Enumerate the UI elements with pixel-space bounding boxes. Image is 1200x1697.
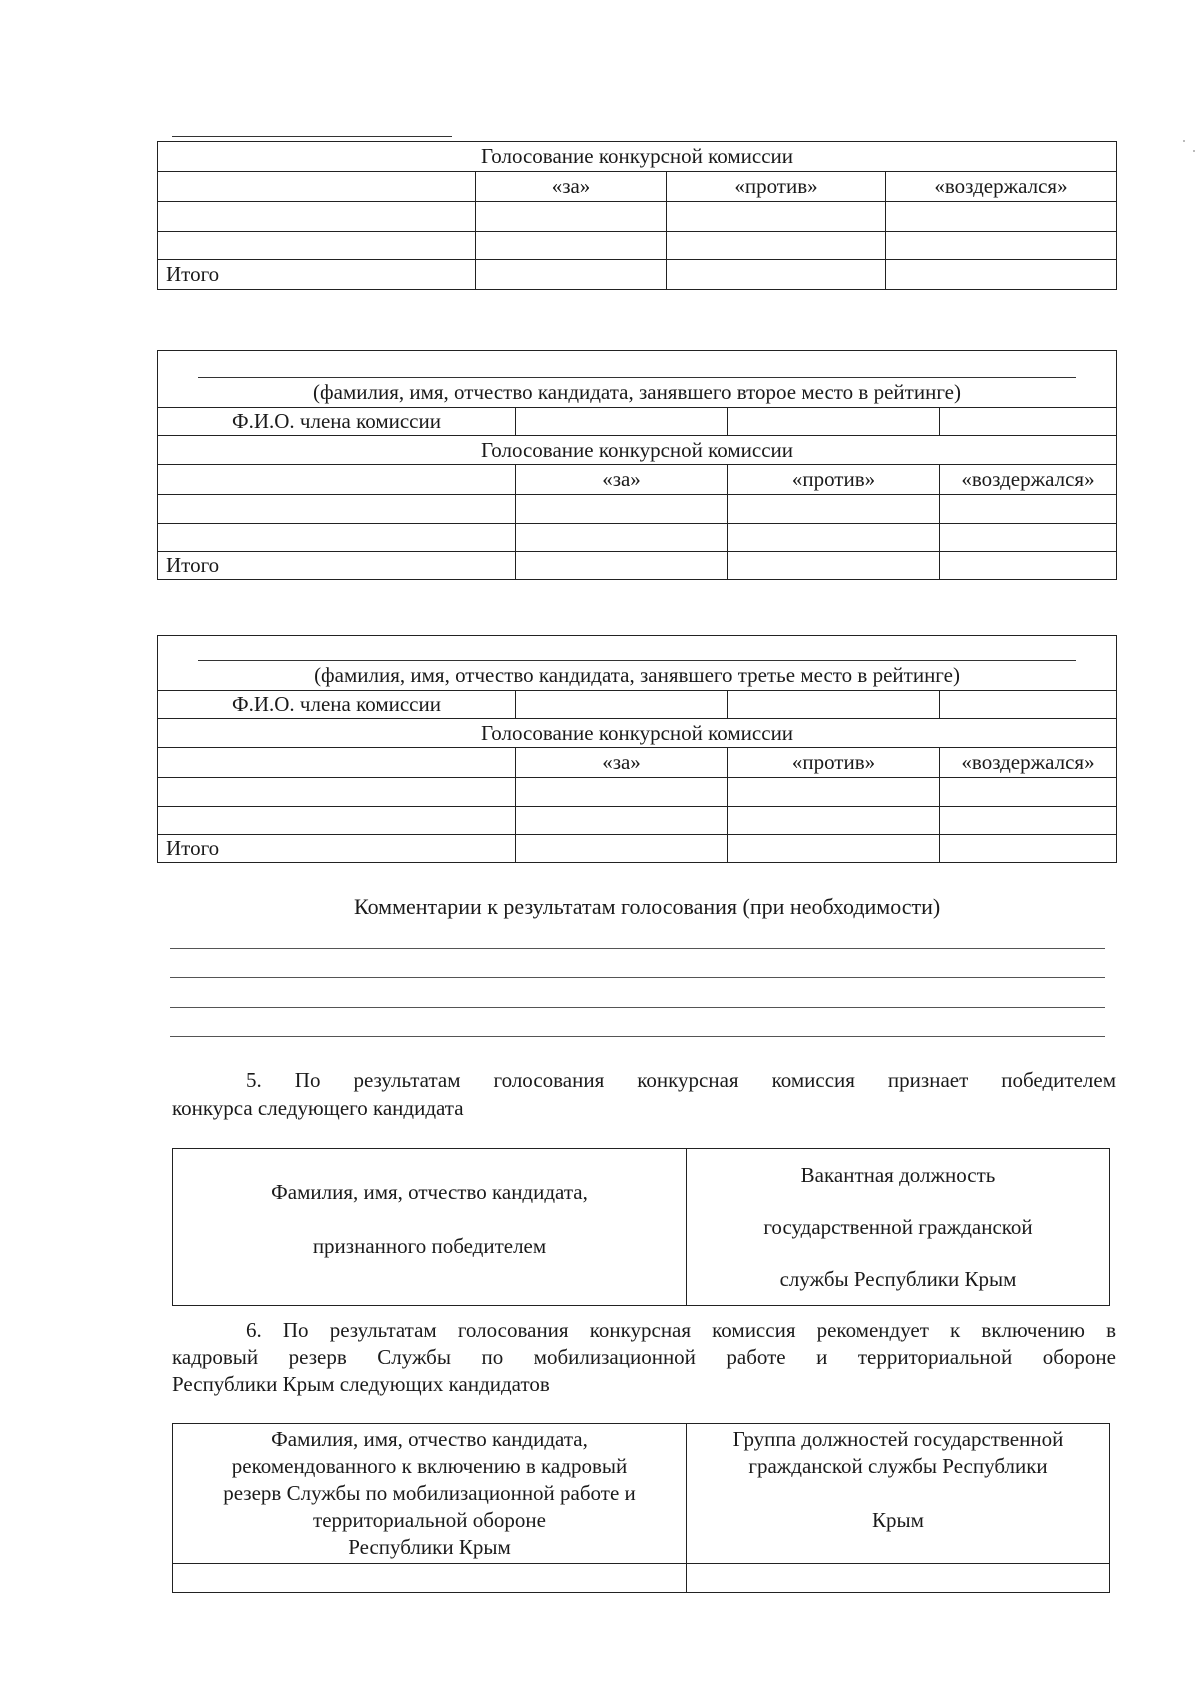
reserve-col1-line3: резерв Службы по мобилизационной работе и	[223, 1481, 636, 1505]
blank-cell[interactable]	[158, 778, 516, 807]
voting-header: Голосование конкурсной комиссии	[158, 719, 1117, 748]
total-label: Итого	[158, 835, 516, 863]
vote-abstain-header: «воздержался»	[940, 748, 1117, 778]
blank-cell[interactable]	[667, 232, 886, 260]
reserve-col1-line4: территориальной обороне	[313, 1508, 546, 1532]
blank-cell[interactable]	[158, 495, 516, 524]
voting-table-first	[157, 141, 1117, 290]
reserve-col1-line5: Республики Крым	[348, 1535, 511, 1559]
blank-cell[interactable]	[173, 1564, 687, 1593]
candidate-third-cell[interactable]	[158, 636, 1117, 691]
total-label: Итого	[158, 260, 476, 290]
comment-line[interactable]	[170, 1036, 1105, 1037]
vote-against-header: «против»	[728, 465, 940, 495]
voting-header: Голосование конкурсной комиссии	[158, 436, 1117, 465]
reserve-name-header	[173, 1424, 687, 1564]
vote-for-header: «за»	[516, 465, 728, 495]
candidate-third-table	[157, 635, 1117, 863]
blank-cell[interactable]	[476, 202, 667, 232]
vote-for-header: «за»	[476, 172, 667, 202]
blank-cell[interactable]	[516, 552, 728, 580]
vote-abstain-header: «воздержался»	[940, 465, 1117, 495]
blank-cell[interactable]	[940, 552, 1117, 580]
blank-cell[interactable]	[516, 807, 728, 835]
blank-cell[interactable]	[940, 524, 1117, 552]
voting-header: Голосование конкурсной комиссии	[158, 142, 1117, 172]
blank-cell[interactable]	[476, 260, 667, 290]
blank-cell[interactable]	[728, 408, 940, 436]
reserve-col1-line2: рекомендованного к включению в кадровый	[231, 1454, 628, 1478]
comment-line[interactable]	[170, 977, 1105, 978]
blank-cell[interactable]	[516, 524, 728, 552]
blank-cell[interactable]	[516, 778, 728, 807]
winner-col1-line2: признанного победителем	[312, 1234, 547, 1258]
blank-cell[interactable]	[728, 807, 940, 835]
blank-cell[interactable]	[516, 835, 728, 863]
blank-cell[interactable]	[728, 524, 940, 552]
blank-cell[interactable]	[728, 691, 940, 719]
vote-for-header: «за»	[516, 748, 728, 778]
blank-cell[interactable]	[728, 495, 940, 524]
vote-against-header: «против»	[728, 748, 940, 778]
blank-cell[interactable]	[886, 232, 1117, 260]
blank-cell[interactable]	[886, 260, 1117, 290]
name-entry-line	[198, 660, 1076, 661]
blank-cell[interactable]	[940, 807, 1117, 835]
winner-position-header	[687, 1149, 1110, 1306]
comments-title: Комментарии к результатам голосования (при необходимости)	[354, 894, 941, 919]
winner-col2-line3: службы Республики Крым	[779, 1267, 1017, 1291]
vote-abstain-header: «воздержался»	[886, 172, 1117, 202]
blank-cell[interactable]	[940, 495, 1117, 524]
blank-cell[interactable]	[158, 807, 516, 835]
blank-cell[interactable]	[158, 232, 476, 260]
winner-col2-line1: Вакантная должность	[800, 1163, 996, 1187]
blank-cell[interactable]	[158, 202, 476, 232]
blank-cell[interactable]	[728, 778, 940, 807]
section6-text-line1: 6. По результатам голосования конкурсная комиссия рекомендует к включению в	[246, 1318, 1116, 1342]
reserve-table	[172, 1423, 1110, 1593]
vote-against-header: «против»	[667, 172, 886, 202]
blank-cell[interactable]	[667, 260, 886, 290]
section5-text-line2: конкурса следующего кандидата	[172, 1096, 464, 1120]
winner-col2-line2: государственной гражданской	[763, 1215, 1033, 1239]
blank-cell[interactable]	[476, 232, 667, 260]
blank-cell[interactable]	[940, 691, 1117, 719]
winner-name-header	[173, 1149, 687, 1306]
blank-cell[interactable]	[728, 835, 940, 863]
blank-cell[interactable]	[516, 408, 728, 436]
blank-cell[interactable]	[158, 524, 516, 552]
scan-speck	[1183, 140, 1185, 142]
blank-cell[interactable]	[886, 202, 1117, 232]
name-entry-line	[198, 377, 1076, 378]
reserve-col2-line1: Группа должностей государственной	[732, 1427, 1064, 1451]
blank-cell[interactable]	[516, 691, 728, 719]
winner-table	[172, 1148, 1110, 1306]
member-label: Ф.И.О. члена комиссии	[158, 408, 516, 436]
empty-cell	[158, 465, 516, 495]
comment-line[interactable]	[170, 948, 1105, 949]
top-rule	[172, 136, 452, 137]
blank-cell[interactable]	[667, 202, 886, 232]
section5-text-line1: 5. По результатам голосования конкурсная комиссия признает победителем	[246, 1068, 1116, 1092]
blank-cell[interactable]	[940, 835, 1117, 863]
member-label: Ф.И.О. члена комиссии	[158, 691, 516, 719]
candidate-third-caption: (фамилия, имя, отчество кандидата, занявшего третье место в рейтинге)	[314, 663, 960, 687]
comment-line[interactable]	[170, 1007, 1105, 1008]
section6-text-line3: Республики Крым следующих кандидатов	[172, 1372, 550, 1396]
candidate-second-caption: (фамилия, имя, отчество кандидата, занявшего второе место в рейтинге)	[313, 380, 961, 404]
total-label: Итого	[158, 552, 516, 580]
blank-cell[interactable]	[516, 495, 728, 524]
candidate-second-cell[interactable]	[158, 351, 1117, 408]
reserve-col1-line1: Фамилия, имя, отчество кандидата,	[271, 1427, 588, 1451]
blank-cell[interactable]	[940, 778, 1117, 807]
section6-text-line2: кадровый резерв Службы по мобилизационной работе и территориальной обороне	[172, 1345, 1116, 1369]
blank-cell[interactable]	[728, 552, 940, 580]
scan-speck	[1193, 150, 1195, 152]
reserve-group-header	[687, 1424, 1110, 1564]
winner-col1-line1: Фамилия, имя, отчество кандидата,	[271, 1180, 588, 1204]
reserve-col2-line2: гражданской службы Республики	[748, 1454, 1048, 1478]
blank-cell[interactable]	[687, 1564, 1110, 1593]
reserve-col2-line3: Крым	[872, 1508, 924, 1532]
candidate-second-table	[157, 350, 1117, 580]
empty-cell	[158, 748, 516, 778]
blank-cell[interactable]	[940, 408, 1117, 436]
empty-cell	[158, 172, 476, 202]
